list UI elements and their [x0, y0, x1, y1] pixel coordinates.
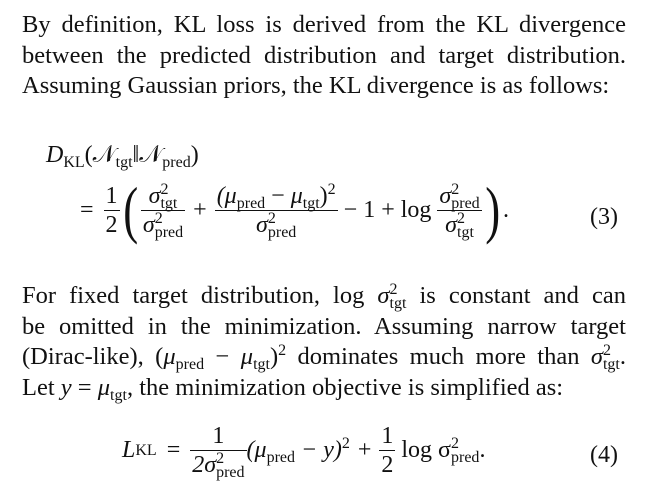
fraction-half: $\frac{1}{2}$ — [105, 182, 118, 238]
eq3-lhs: $D_{KL}(𝒩_{tgt}‖𝒩_{pred})$ — [46, 142, 199, 171]
text-line: Let $y = \mu_{tgt}$, the minimization objective is simplified as: — [22, 373, 564, 404]
fraction-mean-diff: $\frac{(\mu_{pred} - \mu_{tgt})^2}{\sigma^2_{pred}}$ — [216, 180, 336, 241]
text-line: Assuming Gaussian priors, the KL divergence is as follows: — [22, 72, 610, 99]
fraction-variance-ratio: $\frac{\sigma^2_{tgt}}{\sigma^2_{pred}}$ — [142, 180, 184, 241]
paragraph-simplification — [22, 281, 626, 403]
eq4-expression: L KL = $\frac{1}{2\sigma^2_{pred}}$ $(\mu_{pred} - y)^2$ + $\frac{1}{2}$ $\log \sigma^2_{pred}$. — [122, 423, 486, 481]
fraction-inverse-variance: $\frac{1}{2\sigma^2_{pred}}$ — [192, 423, 245, 481]
fraction-half: $\frac{1}{2}$ — [381, 423, 394, 478]
text-line: (Dirac-like), $(\mu_{pred} - \mu_{tgt})^2$ dominates much more than $\sigma^2_{tgt}$. — [22, 342, 626, 373]
text-line: For fixed target distribution, $\log \sigma^2_{tgt}$ is constant and can — [22, 281, 626, 312]
eq3-rhs: = $\frac{1}{2}$ ( $\frac{\sigma^2_{tgt}}{\sigma^2_{pred}}$ + $\frac{(\mu_{pred} - \mu_{tgt})^2}{\sigma^2_{pred}}$ − 1 + log $\frac{\sigma^2_{pred}}{\sigma^2_{tgt}}$ ) . — [80, 174, 509, 245]
paragraph-intro — [22, 10, 626, 102]
equation-number-3: (3) — [590, 204, 618, 230]
text-line: between the predicted distribution and target distribution. — [22, 41, 626, 69]
fraction-log-ratio: $\frac{\sigma^2_{pred}}{\sigma^2_{tgt}}$ — [439, 180, 480, 241]
equation-number-4: (4) — [590, 442, 618, 468]
text-line: By definition, KL loss is derived from the KL divergence — [22, 11, 626, 38]
text-line: be omitted in the minimization. Assuming narrow target — [22, 312, 626, 340]
